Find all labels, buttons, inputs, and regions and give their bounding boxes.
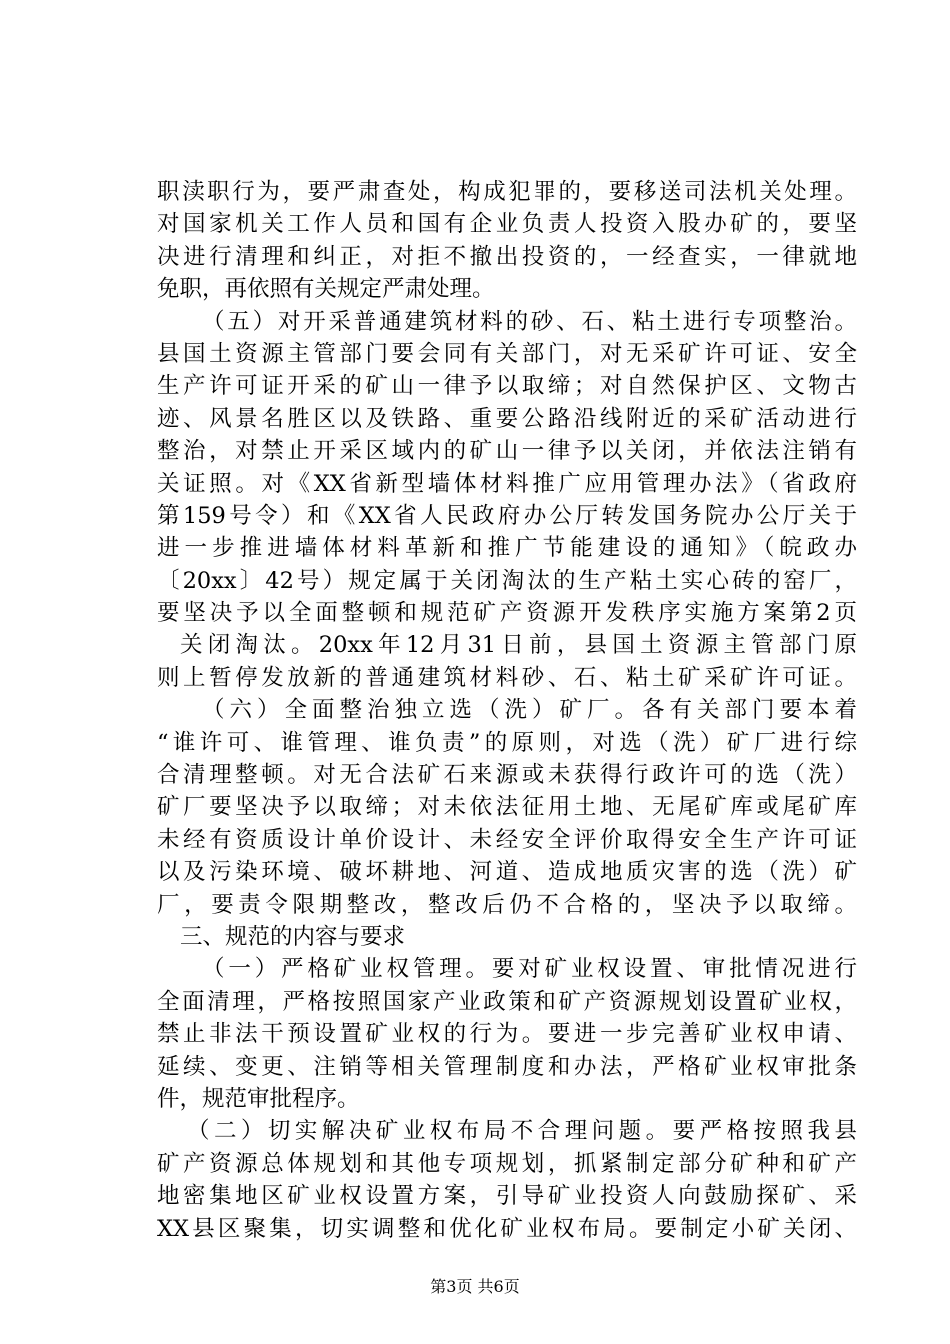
text-line: 免职，再依照有关规定严肃处理。 bbox=[157, 276, 495, 303]
text-line: 决进行清理和纠正，对拒不撤出投资的，一经查实，一律就地 bbox=[157, 243, 857, 270]
text-line: 全面清理，严格按照国家产业政策和矿产资源规划设置矿业权， bbox=[157, 988, 857, 1015]
document-body bbox=[157, 176, 857, 1245]
text-line: 则上暂停发放新的普通建筑材料砂、石、粘土矿采矿许可证。 bbox=[157, 664, 857, 691]
text-line: 要坚决予以全面整顿和规范矿产资源开发秩序实施方案第2页 bbox=[157, 600, 857, 627]
text-line: 关闭淘汰。20xx年12月31日前，县国土资源主管部门原 bbox=[180, 632, 857, 659]
text-line: （六）全面整治独立选（洗）矿厂。各有关部门要本着 bbox=[202, 697, 857, 724]
text-line: 以及污染环境、破坏耕地、河道、造成地质灾害的选（洗）矿 bbox=[157, 859, 857, 886]
text-line: 对国家机关工作人员和国有企业负责人投资入股办矿的，要坚 bbox=[157, 211, 857, 238]
text-line: 禁止非法干预设置矿业权的行为。要进一步完善矿业权申请、 bbox=[157, 1021, 857, 1048]
text-line: 地密集地区矿业权设置方案，引导矿业投资人向鼓励探矿、采 bbox=[157, 1183, 857, 1210]
text-line: 第159号令）和《XX省人民政府办公厅转发国务院办公厅关于 bbox=[157, 502, 857, 529]
text-line: 矿产资源总体规划和其他专项规划，抓紧制定部分矿种和矿产 bbox=[157, 1150, 857, 1177]
text-line: 件，规范审批程序。 bbox=[157, 1085, 360, 1112]
text-line: 未经有资质设计单价设计、未经安全评价取得安全生产许可证 bbox=[157, 826, 857, 853]
section-heading: 三、规范的内容与要求 bbox=[180, 923, 406, 950]
text-line: 矿厂要坚决予以取缔；对未依法征用土地、无尾矿库或尾矿库 bbox=[157, 794, 857, 821]
text-line: 生产许可证开采的矿山一律予以取缔；对自然保护区、文物古 bbox=[157, 373, 857, 400]
text-line: “谁许可、谁管理、谁负责”的原则，对选（洗）矿厂进行综 bbox=[157, 729, 857, 756]
text-line: 〔20xx〕42号）规定属于关闭淘汰的生产粘土实心砖的窑厂， bbox=[157, 567, 857, 594]
text-line: 迹、风景名胜区以及铁路、重要公路沿线附近的采矿活动进行 bbox=[157, 405, 857, 432]
text-line: （一）严格矿业权管理。要对矿业权设置、审批情况进行 bbox=[202, 956, 857, 983]
page-number-label: 第3页 共6页 bbox=[430, 1277, 520, 1296]
text-line: 职渎职行为，要严肃查处，构成犯罪的，要移送司法机关处理。 bbox=[157, 179, 857, 205]
text-line: 延续、变更、注销等相关管理制度和办法，严格矿业权审批条 bbox=[157, 1053, 857, 1080]
text-line: （五）对开采普通建筑材料的砂、石、粘土进行专项整治。 bbox=[202, 308, 857, 335]
text-line: （二）切实解决矿业权布局不合理问题。要严格按照我县 bbox=[187, 1118, 857, 1145]
text-line: 县国土资源主管部门要会同有关部门，对无采矿许可证、安全 bbox=[157, 340, 857, 367]
text-line: 关证照。对《XX省新型墙体材料推广应用管理办法》（省政府 bbox=[157, 470, 857, 497]
page-footer bbox=[0, 1277, 950, 1297]
text-line: 进一步推进墙体材料革新和推广节能建设的通知》（皖政办 bbox=[157, 535, 857, 562]
text-line: 合清理整顿。对无合法矿石来源或未获得行政许可的选（洗） bbox=[157, 762, 857, 789]
text-line: XX县区聚集，切实调整和优化矿业权布局。要制定小矿关闭、 bbox=[157, 1215, 857, 1242]
text-line: 整治，对禁止开采区域内的矿山一律予以关闭，并依法注销有 bbox=[157, 438, 857, 465]
text-line: 厂，要责令限期整改，整改后仍不合格的，坚决予以取缔。 bbox=[157, 891, 857, 918]
